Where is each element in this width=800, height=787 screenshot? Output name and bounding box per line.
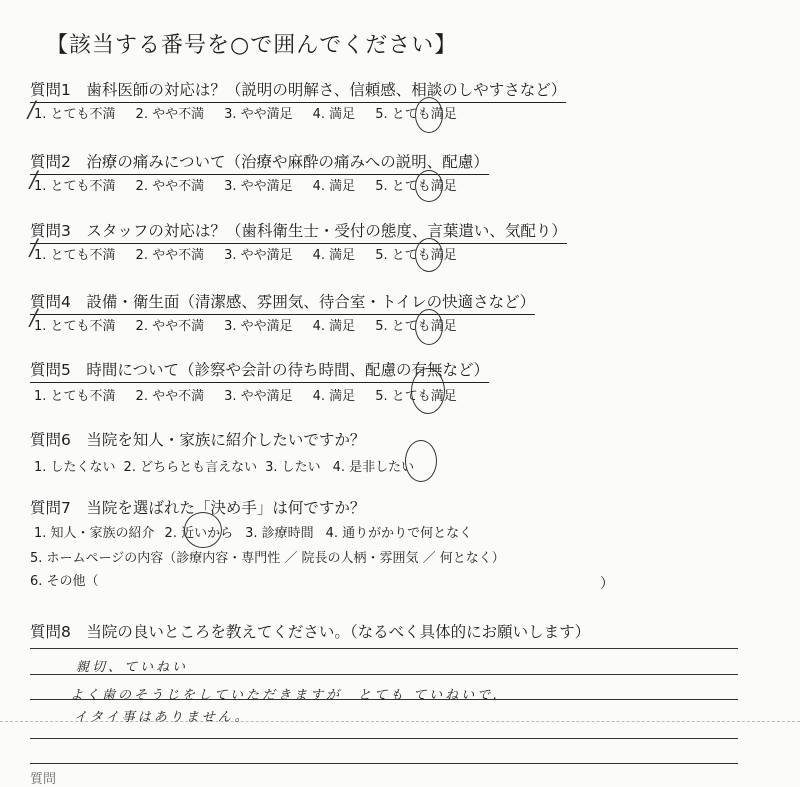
q2-option-4[interactable]: 4. 満足 xyxy=(312,179,356,194)
q7-other-close-paren: ） xyxy=(600,576,614,592)
question-3-options xyxy=(34,244,477,263)
q1-option-5[interactable]: 5. とても満足 xyxy=(375,107,457,122)
q6-option-3[interactable]: 3. したい xyxy=(265,460,321,475)
q5-option-3[interactable]: 3. やや満足 xyxy=(224,389,293,404)
q2-option-3[interactable]: 3. やや満足 xyxy=(224,179,293,194)
q4-option-3[interactable]: 3. やや満足 xyxy=(224,319,293,334)
q5-selected-circle xyxy=(411,368,445,414)
question-5-heading: 質問5 時間について（診察や会計の待ち時間、配慮の有無など） xyxy=(30,358,489,383)
q7-option-5[interactable]: 5. ホームページの内容（診療内容・専門性 ／ 院長の人柄・雰囲気 ／ 何となく） xyxy=(30,551,505,566)
q4-option-1[interactable]: 1. とても不満 xyxy=(34,319,116,334)
q7-option-2[interactable]: 2. 近いから xyxy=(164,526,234,541)
q7-selected-circle xyxy=(184,512,222,548)
question-3-heading: 質問3 スタッフの対応は？（歯科衛生士・受付の態度、言葉遣い、気配り） xyxy=(30,219,567,244)
q2-option-1[interactable]: 1. とても不満 xyxy=(34,179,116,194)
answer-line-5 xyxy=(30,763,738,764)
question-2-options xyxy=(34,175,477,194)
next-question-partial: 質問 xyxy=(30,772,57,787)
q6-option-2[interactable]: 2. どちらとも言えない xyxy=(123,460,258,475)
question-4-options xyxy=(34,315,477,334)
handwritten-answer-line-1: 親切、ていねい xyxy=(76,660,189,675)
q1-option-1[interactable]: 1. とても不満 xyxy=(34,107,116,122)
q2-selected-circle xyxy=(415,170,443,202)
q5-option-5[interactable]: 5. とても満足 xyxy=(375,389,457,404)
q7-option-6[interactable]: 6. その他（ xyxy=(30,574,99,589)
q6-option-4[interactable]: 4. 是非したい xyxy=(332,460,415,475)
question-6-options xyxy=(34,456,434,475)
q1-option-3[interactable]: 3. やや満足 xyxy=(224,107,293,122)
q4-option-2[interactable]: 2. やや不満 xyxy=(135,319,205,334)
answer-line-4 xyxy=(30,738,738,739)
question-4-heading: 質問4 設備・衛生面（清潔感、雰囲気、待合室・トイレの快適さなど） xyxy=(30,290,535,315)
q3-option-1[interactable]: 1. とても不満 xyxy=(34,248,116,263)
q6-selected-circle xyxy=(405,440,437,482)
question-8-heading: 質問8 当院の良いところを教えてください。（なるべく具体的にお願いします） xyxy=(30,623,591,641)
q1-selected-circle xyxy=(415,97,443,133)
q1-strike-mark: / xyxy=(28,98,36,123)
q3-selected-circle xyxy=(415,238,443,272)
q2-option-2[interactable]: 2. やや不満 xyxy=(135,179,205,194)
answer-line-1 xyxy=(30,648,738,649)
question-1-heading: 質問1 歯科医師の対応は？（説明の明解さ、信頼感、相談のしやすさなど） xyxy=(30,78,566,103)
q7-option-3[interactable]: 3. 診療時間 xyxy=(245,526,314,541)
q1-option-4[interactable]: 4. 満足 xyxy=(312,107,356,122)
question-7-options-line-1 xyxy=(34,522,492,541)
page-title: 【該当する番号を○で囲んでください】 xyxy=(46,33,458,58)
q5-option-2[interactable]: 2. やや不満 xyxy=(135,389,205,404)
q4-selected-circle xyxy=(415,309,443,345)
q7-option-1[interactable]: 1. 知人・家族の紹介 xyxy=(34,526,155,541)
q3-option-4[interactable]: 4. 満足 xyxy=(312,248,356,263)
q2-strike-mark: / xyxy=(30,168,38,193)
q3-strike-mark: / xyxy=(30,236,38,261)
q4-strike-mark: / xyxy=(30,306,38,331)
question-2-heading: 質問2 治療の痛みについて（治療や麻酔の痛みへの説明、配慮） xyxy=(30,150,489,175)
q7-option-4[interactable]: 4. 通りがかりで何となく xyxy=(325,526,473,541)
question-1-options xyxy=(34,103,477,122)
handwritten-answer-line-2: よく歯のそうじをしていただきますが とても ていねいで. xyxy=(70,688,501,703)
q4-option-4[interactable]: 4. 満足 xyxy=(312,319,356,334)
q6-option-1[interactable]: 1. したくない xyxy=(34,460,116,475)
question-6-heading: 質問6 当院を知人・家族に紹介したいですか？ xyxy=(30,431,366,449)
q5-option-4[interactable]: 4. 満足 xyxy=(312,389,356,404)
q3-option-3[interactable]: 3. やや満足 xyxy=(224,248,293,263)
q3-option-5[interactable]: 5. とても満足 xyxy=(375,248,457,263)
question-7-heading: 質問7 当院を選ばれた「決め手」は何ですか？ xyxy=(30,499,366,517)
handwritten-answer-line-3: イタイ事はありません。 xyxy=(74,710,251,725)
q3-option-2[interactable]: 2. やや不満 xyxy=(135,248,205,263)
q5-option-1[interactable]: 1. とても不満 xyxy=(34,389,116,404)
q4-option-5[interactable]: 5. とても満足 xyxy=(375,319,457,334)
q2-option-5[interactable]: 5. とても満足 xyxy=(375,179,457,194)
q1-option-2[interactable]: 2. やや不満 xyxy=(135,107,205,122)
